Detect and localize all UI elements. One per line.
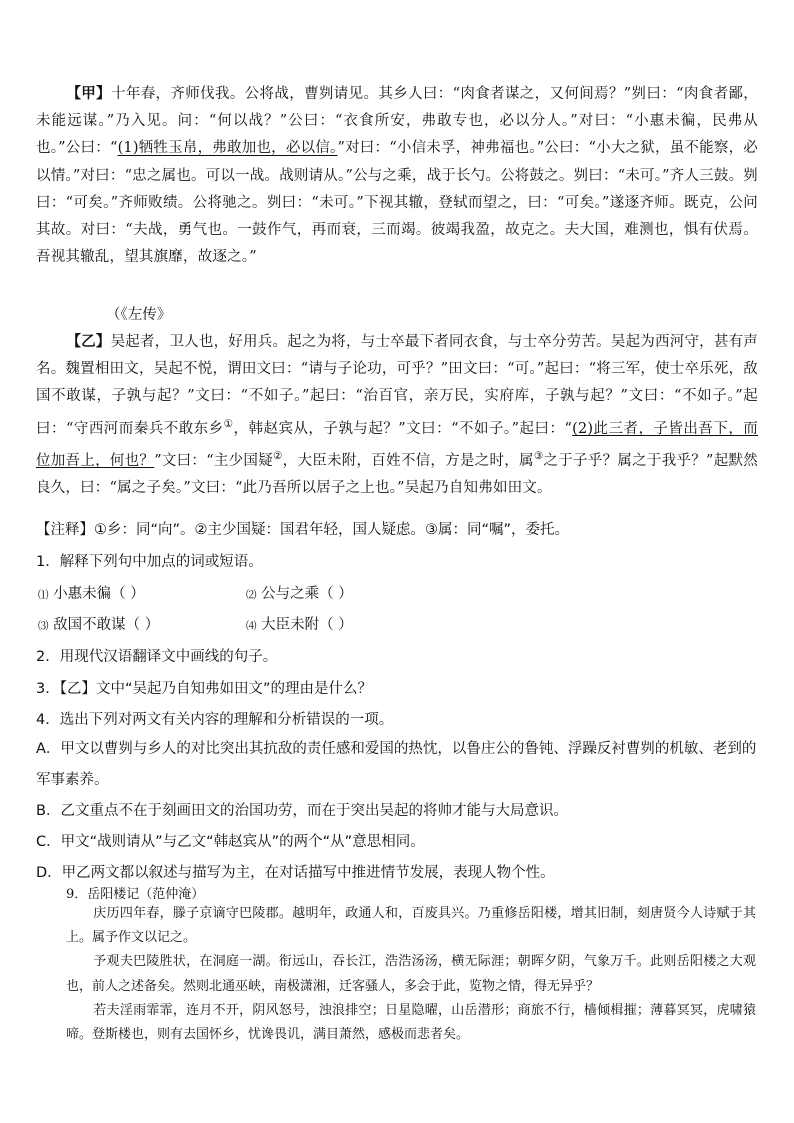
question-4-option-d: D．甲乙两文都以叙述与描写为主，在对话描写中推进情节发展，表现人物个性。 bbox=[36, 865, 555, 881]
passage-yi bbox=[36, 328, 758, 502]
passage-jia-label: 【甲】 bbox=[66, 85, 111, 102]
annotation-notes: 【注释】①乡：同“向”。②主少国疑：国君年轻，国人疑虑。③属：同“嘱”，委托。 bbox=[36, 522, 570, 538]
section-9-paragraph-3: 若夫淫雨霏霏，连月不开，阴风怒号，浊浪排空；日星隐曜，山岳潜形；商旅不行，樯倾楫摧；薄暮冥冥，虎啸猿啼。登斯楼也，则有去国怀乡，忧谗畏讥，满目萧然，感极而悲者矣。 bbox=[66, 1002, 756, 1043]
question-1-item-2 bbox=[246, 582, 353, 603]
passage-yi-text-1: 吴起者，卫人也，好用兵。起之为将，与士卒最下者同衣食，与士卒分劳苦。吴起为西河守，甚有声名。魏置相田文，吴起不悦，谓田文曰：“请与子论功，可乎？”田文曰：“可。”起曰：“将三军，使士卒乐死，敌国不敢谋，子孰与起？”文曰：“不如子。”起曰：“治百官，亲万民，实府库，子孰与起？”文曰：“不如子。”起曰：“守西河而秦兵不敢东乡 bbox=[36, 334, 759, 437]
passage-yi-text-3: ”文曰：“主少国疑 bbox=[154, 452, 273, 469]
question-1-item-4 bbox=[246, 613, 353, 634]
passage-jia-text-1: 十年春，齐师伐我。公将战，曹刿请见。其乡人曰：“肉食者谋之，又何间焉？”刿曰：“肉食者鄙，未能远谋。”乃入见。问：“何以战？”公曰：“衣食所安，弗敢专也，必以分人。”对曰：“小惠未徧，民弗从也。”公曰：“ bbox=[36, 86, 758, 157]
passage-yi-text-5: 之于子乎？属之于我乎？”起默然良久，曰：“属之子矣。”文曰：“此乃吾所以居子之上也。”吴起乃自知弗如田文。 bbox=[36, 452, 758, 496]
passage-yi-text-4: ，大臣未附，百姓不信，方是之时，属 bbox=[282, 452, 534, 469]
question-1-stem: 1．解释下列句中加点的词或短语。 bbox=[36, 554, 263, 570]
question-1-item-3 bbox=[38, 613, 159, 634]
question-4-option-c: C．甲文“战则请从”与乙文“韩赵宾从”的两个“从”意思相同。 bbox=[36, 834, 425, 850]
question-4-option-b: B．乙文重点不在于刻画田文的治国功劳，而在于突出吴起的将帅才能与大局意识。 bbox=[36, 803, 568, 819]
passage-jia bbox=[36, 80, 758, 271]
item-number: ⑶ bbox=[38, 620, 49, 632]
passage-yi-text-2: ，韩赵宾从，子孰与起？”文曰：“不如子。”起曰：“ bbox=[233, 420, 573, 437]
section-9-paragraph-1: 庆历四年春，滕子京谪守巴陵郡。越明年，政通人和，百废具兴。乃重修岳阳楼，增其旧制，刻唐贤今人诗赋于其上。属予作文以记之。 bbox=[66, 906, 756, 946]
question-2: 2．用现代汉语翻译文中画线的句子。 bbox=[36, 649, 278, 665]
item-text: 公与之乘（ ） bbox=[261, 586, 353, 602]
section-9-paragraph-2: 予观夫巴陵胜状，在洞庭一湖。衔远山，吞长江，浩浩汤汤，横无际涯；朝晖夕阴，气象万千。此则岳阳楼之大观也，前人之述备矣。然则北通巫峡，南极潇湘，迁客骚人，多会于此，览物之情，得无异乎？ bbox=[66, 954, 756, 994]
section-9-body bbox=[66, 902, 756, 1047]
note-marker-3: ③ bbox=[533, 449, 544, 462]
question-4-stem: 4．选出下列对两文有关内容的理解和分析错误的一项。 bbox=[36, 712, 394, 728]
item-number: ⑵ bbox=[246, 589, 257, 601]
section-9-title: 9．岳阳楼记（范仲淹） bbox=[66, 887, 205, 902]
passage-jia-text-2: ”对曰：“小信未孚，神弗福也。”公曰：“小大之狱，虽不能察，必以情。”对曰：“忠之属也。可以一战。战则请从。”公与之乘，战于长勺。公将鼓之。刿曰：“未可。”齐人三鼓。刿曰：“可矣。”齐师败绩。公将驰之。刿曰：“未可。”下视其辙，登轼而望之，曰：“可矣。”遂逐齐师。既克，公问其故。对曰：“夫战，勇气也。一鼓作气，再而衰，三而竭。彼竭我盈，故克之。夫大国，难测也，惧有伏焉。吾视其辙乱，望其旗靡，故逐之。” bbox=[36, 140, 758, 266]
passage-jia-underlined-sentence: (1)牺牲玉帛，弗敢加也，必以信。 bbox=[117, 140, 338, 157]
item-number: ⑴ bbox=[38, 589, 49, 601]
passage-yi-label: 【乙】 bbox=[66, 333, 111, 350]
note-marker-2: ② bbox=[272, 449, 283, 462]
item-text: 敌国不敢谋（ ） bbox=[53, 617, 160, 633]
passage-jia-source: （《左传》 bbox=[106, 307, 172, 323]
item-number: ⑷ bbox=[246, 620, 257, 632]
question-3: 3．【乙】文中“吴起乃自知弗如田文”的理由是什么？ bbox=[36, 681, 372, 697]
passage-yi-underlined-sentence: (2)此三者，子皆出吾下，而位加吾上，何也？ bbox=[36, 420, 759, 469]
item-text: 小惠未徧（ ） bbox=[53, 586, 145, 602]
question-1-item-1 bbox=[38, 582, 145, 603]
item-text: 大臣未附（ ） bbox=[261, 617, 353, 633]
note-marker-1: ① bbox=[223, 417, 234, 430]
question-4-option-a: A．甲文以曹刿与乡人的对比突出其抗敌的责任感和爱国的热忱，以鲁庄公的鲁钝、浮躁反衬曹刿的机敏、老到的军事素养。 bbox=[36, 741, 757, 788]
